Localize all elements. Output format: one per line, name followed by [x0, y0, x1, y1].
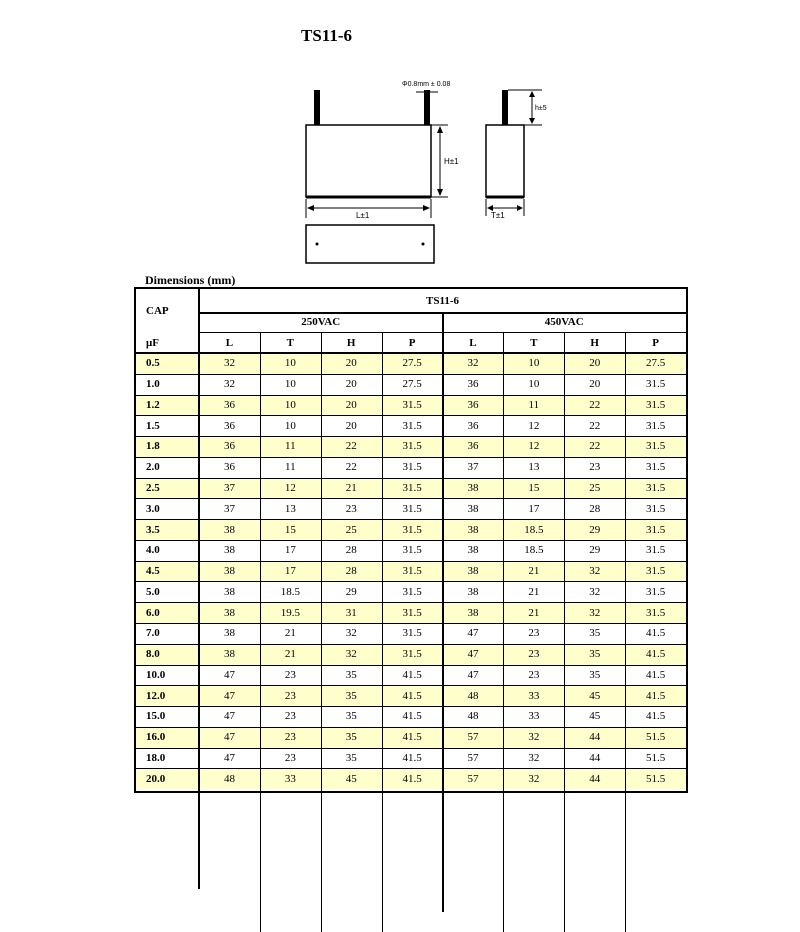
dimension-value: 17: [284, 565, 296, 578]
dimension-value: 31.5: [402, 544, 422, 557]
dimension-value: 35: [345, 731, 357, 744]
dimension-value: 31.5: [645, 461, 666, 474]
dimension-value: 25: [345, 523, 357, 536]
dimension-value: 35: [589, 648, 601, 661]
dimension-value: 36: [223, 419, 235, 432]
dimension-value: 32: [467, 357, 479, 370]
dimension-value: 32: [223, 357, 235, 370]
dimension-value: 41.5: [645, 668, 666, 681]
table-rule: [136, 768, 686, 769]
column-header: L: [225, 336, 234, 349]
table-rule: [136, 727, 686, 728]
table-rule: [136, 561, 686, 562]
height-label: H±1: [444, 157, 459, 166]
dimension-value: 38: [223, 648, 235, 661]
dimension-value: 38: [467, 585, 479, 598]
cap-value: 1.5: [146, 419, 160, 432]
column-header: T: [286, 336, 294, 349]
dimension-value: 48: [467, 689, 479, 702]
cap-value: 2.5: [146, 481, 160, 494]
cap-value: 8.0: [146, 648, 160, 661]
wire-diameter-label: Φ0.8mm ± 0.08: [402, 81, 451, 88]
dimension-value: 38: [467, 544, 479, 557]
dimension-value: 38: [467, 481, 479, 494]
dimension-value: 31: [345, 606, 357, 619]
dimension-value: 47: [467, 668, 479, 681]
dimension-value: 45: [345, 772, 357, 785]
table-rule: [136, 706, 686, 707]
dimension-value: 18.5: [524, 523, 544, 536]
dimension-value: 57: [467, 772, 479, 785]
dimension-value: 22: [589, 440, 601, 453]
dimension-value: 21: [284, 627, 296, 640]
dimension-value: 31.5: [645, 378, 666, 391]
dimension-value: 10: [284, 398, 296, 411]
dimension-value: 36: [223, 398, 235, 411]
dimension-value: 19.5: [280, 606, 300, 619]
dimension-value: 20: [345, 419, 357, 432]
dimension-value: 36: [467, 419, 479, 432]
cap-value: 1.2: [146, 398, 160, 411]
dimension-value: 32: [528, 731, 540, 744]
cap-value: 10.0: [146, 668, 166, 681]
dimension-value: 12: [284, 481, 296, 494]
dimension-value: 41.5: [402, 689, 422, 702]
dimension-value: 25: [589, 481, 601, 494]
dimension-value: 10: [528, 357, 540, 370]
table-rule: [136, 457, 686, 458]
dimension-value: 41.5: [645, 689, 666, 702]
dimension-value: 13: [284, 502, 296, 515]
table-rule: [136, 540, 686, 541]
table-rule: [321, 332, 322, 932]
dimension-value: 31.5: [402, 565, 422, 578]
dimension-value: 57: [467, 731, 479, 744]
dimension-value: 38: [467, 502, 479, 515]
voltage-group-header: 250VAC: [301, 316, 341, 328]
dimension-value: 36: [223, 461, 235, 474]
dimension-value: 41.5: [402, 731, 422, 744]
cap-value: 4.0: [146, 544, 160, 557]
dimension-value: 41.5: [645, 648, 666, 661]
dimension-value: 21: [528, 585, 540, 598]
dimension-value: 35: [345, 689, 357, 702]
dimension-value: 35: [589, 627, 601, 640]
dimension-value: 31.5: [402, 398, 422, 411]
table-rule: [136, 748, 686, 749]
dimension-value: 31.5: [402, 523, 422, 536]
dimension-value: 37: [223, 481, 235, 494]
dimension-value: 23: [345, 502, 357, 515]
dimension-value: 20: [345, 378, 357, 391]
dimension-value: 20: [589, 357, 601, 370]
dimension-value: 38: [467, 565, 479, 578]
dimension-value: 10: [284, 419, 296, 432]
dimension-value: 32: [589, 565, 601, 578]
table-rule: [136, 519, 686, 520]
dimension-value: 57: [467, 752, 479, 764]
dimension-value: 22: [345, 440, 357, 453]
model-header: TS11-6: [425, 294, 459, 307]
dimension-value: 32: [528, 772, 540, 785]
page-title: TS11-6: [301, 26, 353, 45]
dimension-value: 20: [345, 357, 357, 370]
dimension-value: 31.5: [402, 461, 422, 474]
dimension-value: 47: [223, 668, 235, 681]
dimension-value: 36: [467, 440, 479, 453]
dimension-value: 37: [467, 461, 479, 474]
dimension-value: 38: [467, 606, 479, 619]
cap-value: 7.0: [146, 627, 160, 640]
dimension-value: 31.5: [645, 544, 666, 557]
dimension-value: 44: [589, 731, 601, 744]
dimension-value: 32: [345, 648, 357, 661]
dimension-value: 31.5: [402, 606, 422, 619]
dimension-value: 36: [467, 378, 479, 391]
dimension-value: 47: [223, 731, 235, 744]
dimension-value: 11: [528, 398, 540, 411]
cap-value: 1.0: [146, 378, 160, 391]
dimension-value: 13: [528, 461, 540, 474]
table-rule: [136, 478, 686, 479]
dimension-value: 44: [589, 752, 601, 764]
dimension-value: 23: [589, 461, 601, 474]
dimension-value: 35: [345, 668, 357, 681]
dimension-value: 38: [223, 565, 235, 578]
dimension-value: 15: [528, 481, 540, 494]
cap-value: 0.5: [146, 357, 160, 370]
column-header: P: [652, 336, 659, 349]
dimension-value: 44: [589, 772, 601, 785]
dimension-value: 31.5: [645, 398, 666, 411]
dimension-value: 23: [284, 689, 296, 702]
dimension-value: 21: [345, 481, 357, 494]
dimension-value: 31.5: [645, 565, 666, 578]
dimension-value: 31.5: [402, 627, 422, 640]
dimension-value: 36: [467, 398, 479, 411]
dimension-value: 47: [467, 627, 479, 640]
table-rule: [136, 623, 686, 624]
table-rule: [136, 685, 686, 686]
cap-value: 3.0: [146, 502, 160, 515]
column-header: H: [590, 336, 599, 349]
dimensions-caption: Dimensions (mm): [145, 273, 236, 287]
dimension-value: 48: [223, 772, 235, 785]
unit-header: μF: [146, 336, 159, 349]
column-header: H: [346, 336, 356, 349]
dimension-value: 38: [467, 523, 479, 536]
dimension-value: 38: [223, 523, 235, 536]
dimension-value: 41.5: [645, 710, 666, 723]
cap-value: 20.0: [146, 772, 166, 785]
dimension-value: 17: [284, 544, 296, 557]
dimension-value: 10: [284, 357, 296, 370]
dimension-value: 33: [528, 689, 540, 702]
dimension-value: 48: [467, 710, 479, 723]
cap-value: 12.0: [146, 689, 166, 702]
dimension-value: 45: [589, 710, 601, 723]
dimension-value: 31.5: [402, 585, 422, 598]
dimension-value: 27.5: [402, 357, 422, 370]
dimension-value: 17: [528, 502, 540, 515]
table-rule: [136, 374, 686, 375]
dimension-value: 32: [528, 752, 540, 764]
dimension-value: 47: [223, 752, 235, 764]
dimension-value: 33: [528, 710, 540, 723]
cap-value: 2.0: [146, 461, 160, 474]
cap-value: 3.5: [146, 523, 160, 536]
cap-value: 6.0: [146, 606, 160, 619]
dimension-value: 29: [345, 585, 357, 598]
dimension-value: 20: [345, 398, 357, 411]
dimension-value: 41.5: [402, 710, 422, 723]
dimension-value: 22: [589, 398, 601, 411]
dimension-value: 41.5: [402, 772, 422, 785]
dimension-value: 31.5: [402, 440, 422, 453]
dimension-value: 38: [223, 585, 235, 598]
dimension-value: 21: [528, 606, 540, 619]
dimension-value: 31.5: [645, 502, 666, 515]
dimension-value: 31.5: [402, 648, 422, 661]
dimension-value: 41.5: [402, 752, 422, 764]
dimension-value: 31.5: [645, 419, 666, 432]
cap-value: 16.0: [146, 731, 166, 744]
thickness-label: T±1: [491, 211, 505, 220]
table-rule: [564, 332, 565, 932]
dimension-value: 12: [528, 440, 540, 453]
table-rule: [442, 312, 444, 912]
dimension-value: 29: [589, 523, 601, 536]
dimension-value: 31.5: [645, 606, 666, 619]
table-rule: [136, 395, 686, 396]
dimension-value: 27.5: [645, 357, 666, 370]
dimension-value: 32: [345, 627, 357, 640]
table-rule: [260, 332, 261, 932]
table-rule: [136, 602, 686, 603]
dimension-value: 31.5: [402, 419, 422, 432]
dimension-value: 28: [345, 544, 357, 557]
dimension-value: 38: [223, 606, 235, 619]
dimension-value: 51.5: [645, 752, 666, 764]
dimension-value: 29: [589, 544, 601, 557]
dimension-value: 23: [284, 668, 296, 681]
dimension-value: 23: [528, 668, 540, 681]
dimension-value: 32: [223, 378, 235, 391]
dimension-value: 22: [589, 419, 601, 432]
dimension-value: 12: [528, 419, 540, 432]
dimension-value: 47: [223, 710, 235, 723]
table-rule: [136, 352, 686, 354]
cap-header: CAP: [146, 304, 169, 317]
dimension-value: 37: [223, 502, 235, 515]
dimension-value: 28: [589, 502, 601, 515]
dimension-value: 18.5: [280, 585, 300, 598]
dimension-value: 35: [345, 752, 357, 764]
cap-value: 1.8: [146, 440, 160, 453]
voltage-group-header: 450VAC: [544, 316, 584, 328]
dimension-value: 23: [284, 752, 296, 764]
dimension-value: 23: [528, 648, 540, 661]
dimension-value: 38: [223, 544, 235, 557]
dimension-value: 31.5: [645, 585, 666, 598]
dimension-value: 11: [285, 440, 296, 453]
dimension-value: 31.5: [402, 502, 422, 515]
table-rule: [136, 581, 686, 582]
dimension-value: 15: [284, 523, 296, 536]
column-header: L: [469, 336, 477, 349]
dimension-value: 21: [284, 648, 296, 661]
dimension-value: 23: [284, 731, 296, 744]
dimension-value: 31.5: [645, 481, 666, 494]
table-rule: [136, 436, 686, 437]
dimension-value: 21: [528, 565, 540, 578]
cap-value: 4.5: [146, 565, 160, 578]
dimension-value: 41.5: [402, 668, 422, 681]
lead-length-label: h±5: [535, 105, 547, 112]
dimension-value: 35: [345, 710, 357, 723]
dimension-value: 27.5: [402, 378, 422, 391]
dimension-value: 23: [284, 710, 296, 723]
dimension-value: 31.5: [402, 481, 422, 494]
dimension-value: 31.5: [645, 440, 666, 453]
dimension-value: 35: [589, 668, 601, 681]
dimension-value: 18.5: [524, 544, 544, 557]
dimension-value: 45: [589, 689, 601, 702]
column-header: P: [408, 336, 416, 349]
table-rule: [136, 498, 686, 499]
cap-value: 18.0: [146, 752, 166, 764]
dimension-value: 51.5: [645, 772, 666, 785]
table-rule: [136, 644, 686, 645]
dimension-value: 22: [345, 461, 357, 474]
dimension-value: 32: [589, 585, 601, 598]
table-rule: [625, 332, 626, 932]
dimension-value: 33: [284, 772, 296, 785]
dimension-value: 41.5: [645, 627, 666, 640]
dimension-value: 47: [467, 648, 479, 661]
dimension-value: 31.5: [645, 523, 666, 536]
dimension-value: 11: [285, 461, 296, 474]
table-rule: [198, 289, 200, 889]
table-rule: [503, 332, 504, 932]
dimension-value: 28: [345, 565, 357, 578]
dimension-value: 38: [223, 627, 235, 640]
dimension-value: 20: [589, 378, 601, 391]
dimension-value: 47: [223, 689, 235, 702]
dimension-value: 51.5: [645, 731, 666, 744]
cap-value: 15.0: [146, 710, 166, 723]
table-rule: [382, 332, 383, 932]
dimension-value: 10: [528, 378, 540, 391]
table-rule: [136, 665, 686, 666]
capacitor-drawing: [298, 78, 548, 268]
dimension-value: 23: [528, 627, 540, 640]
cap-value: 5.0: [146, 585, 160, 598]
table-rule: [136, 415, 686, 416]
dimension-value: 32: [589, 606, 601, 619]
column-header: T: [530, 336, 538, 349]
dimension-value: 36: [223, 440, 235, 453]
dimension-value: 10: [284, 378, 296, 391]
dimensions-table: [134, 287, 688, 793]
length-label: L±1: [356, 211, 370, 220]
